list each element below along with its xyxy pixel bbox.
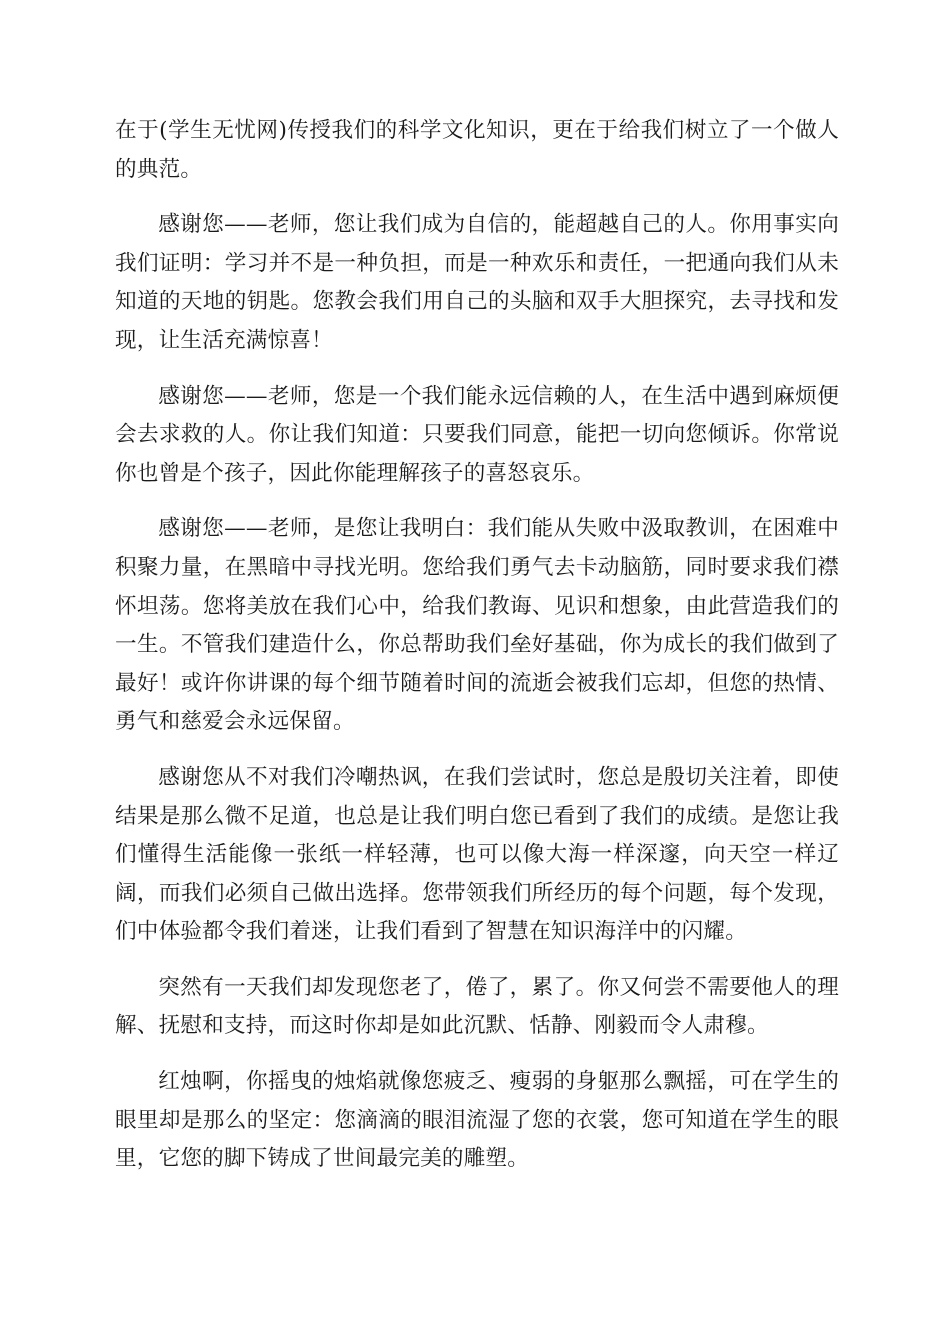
paragraph-6: 突然有一天我们却发现您老了，倦了，累了。你又何尝不需要他人的理解、抚慰和支持，而这时你却是如此沉默、恬静、刚毅而令人肃穆。	[115, 974, 839, 1039]
paragraph-7: 红烛啊，你摇曳的烛焰就像您疲乏、瘦弱的身躯那么飘摇，可在学生的眼里却是那么的坚定：您滴滴的眼泪流湿了您的衣裳，您可知道在学生的眼里，它您的脚下铸成了世间最完美的雕塑。	[115, 1069, 839, 1172]
paragraph-5: 感谢您从不对我们冷嘲热讽，在我们尝试时，您总是殷切关注着，即使结果是那么微不足道，也总是让我们明白您已看到了我们的成绩。是您让我们懂得生活能像一张纸一样轻薄，也可以像大海一样深邃，向天空一样辽阔，而我们必须自己做出选择。您带领我们所经历的每个问题，每个发现，们中体验都令我们着迷，让我们看到了智慧在知识海洋中的闪耀。	[115, 764, 839, 945]
paragraph-1: 在于(学生无忧网)传授我们的科学文化知识，更在于给我们树立了一个做人的典范。	[115, 118, 839, 182]
document-body	[115, 112, 839, 1196]
paragraph-3: 感谢您——老师，您是一个我们能永远信赖的人，在生活中遇到麻烦便会去求救的人。你让我们知道：只要我们同意，能把一切向您倾诉。你常说你也曾是个孩子，因此你能理解孩子的喜怒哀乐。	[115, 383, 839, 486]
paragraph-2: 感谢您——老师，您让我们成为自信的，能超越自己的人。你用事实向我们证明：学习并不是一种负担，而是一种欢乐和责任，一把通向我们从未知道的天地的钥匙。您教会我们用自己的头脑和双手大胆探究，去寻找和发现，让生活充满惊喜！	[115, 212, 839, 353]
paragraph-4: 感谢您——老师，是您让我明白：我们能从失败中汲取教训，在困难中积聚力量，在黑暗中寻找光明。您给我们勇气去卡动脑筋，同时要求我们襟怀坦荡。您将美放在我们心中，给我们教诲、见识和想象，由此营造我们的一生。不管我们建造什么，你总帮助我们垒好基础，你为成长的我们做到了最好！或许你讲课的每个细节随着时间的流逝会被我们忘却，但您的热情、勇气和慈爱会永远保留。	[115, 516, 839, 735]
